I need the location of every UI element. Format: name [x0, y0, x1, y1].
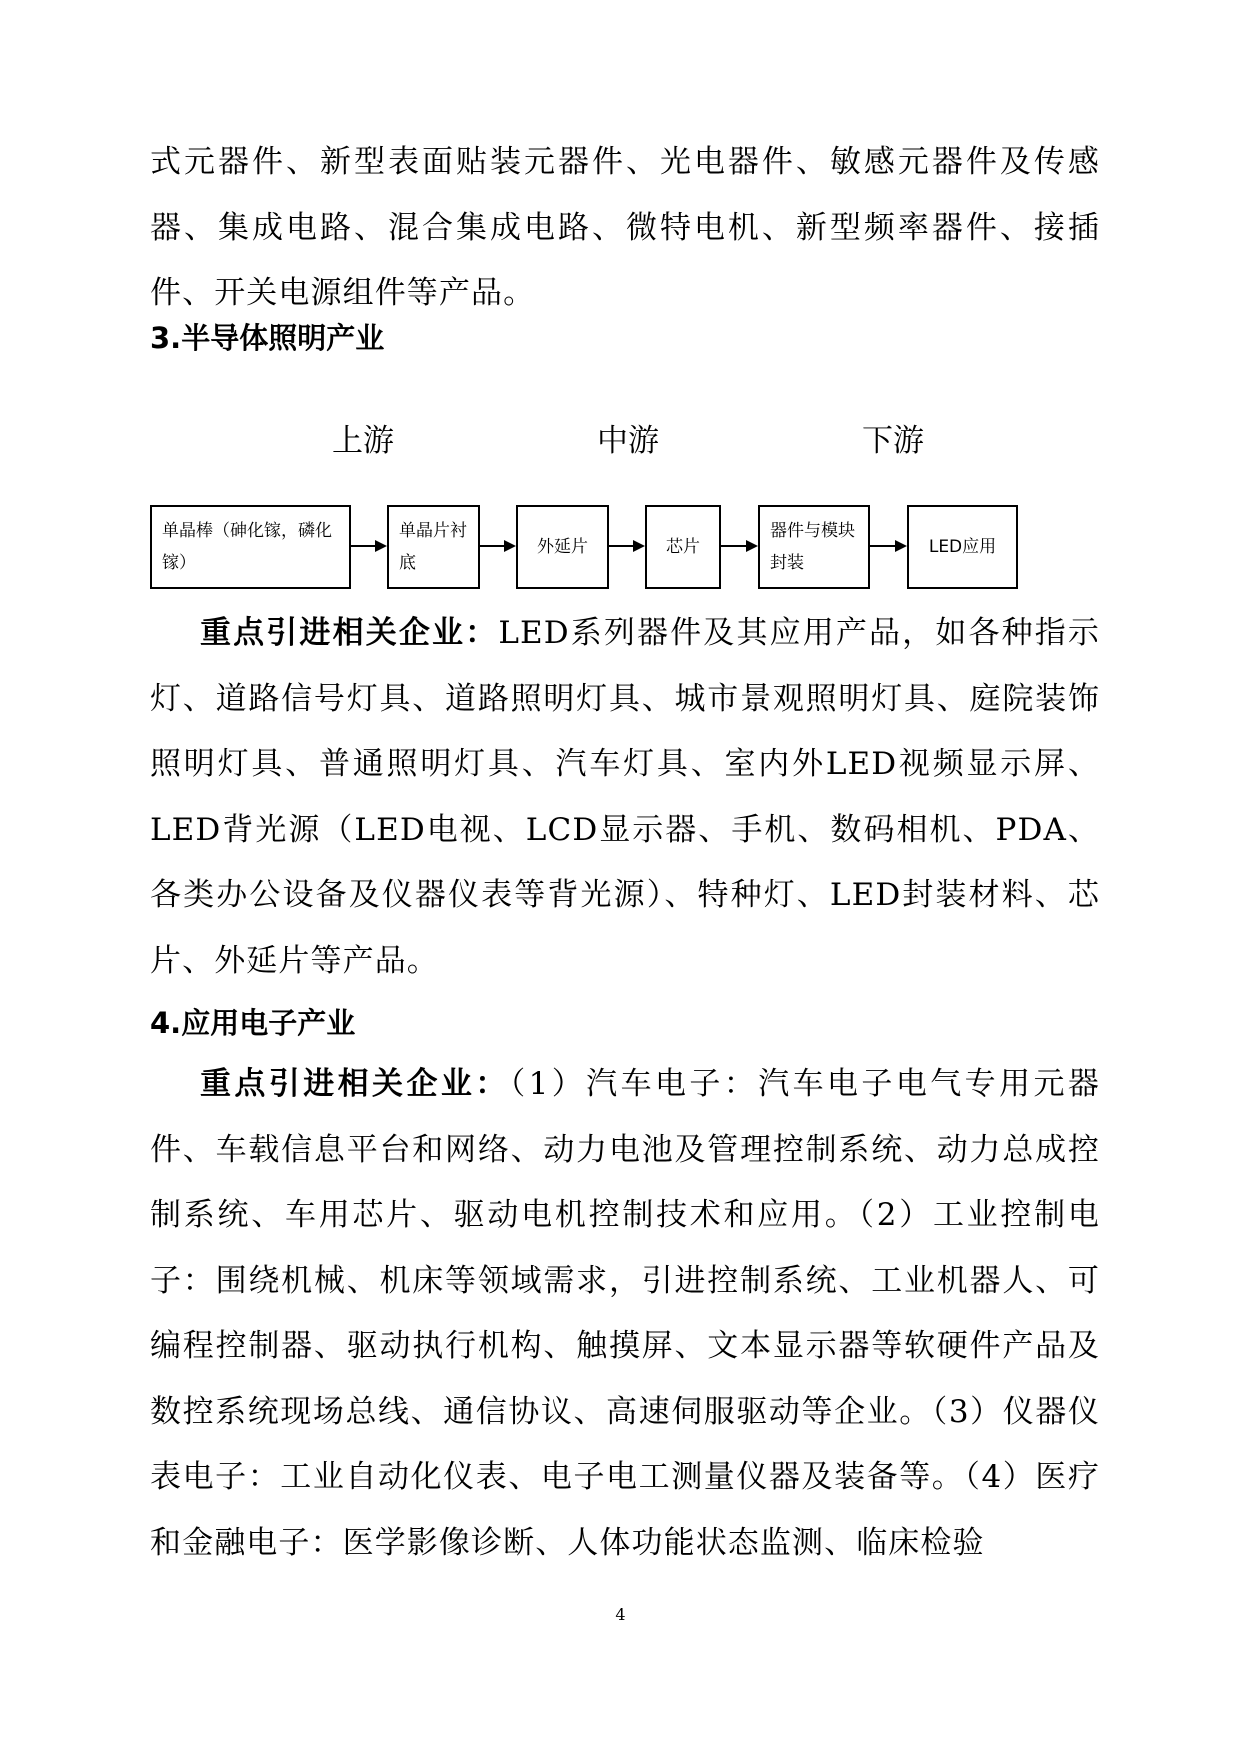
flow-arrow [351, 540, 387, 552]
flow-box-label: LED应用 [928, 537, 997, 557]
flow-box-device-module-packaging [758, 505, 870, 589]
flow-box-label: 芯片 [666, 537, 700, 557]
flow-arrow [480, 540, 516, 552]
flow-box-label: 外延片 [537, 537, 588, 557]
stage-label-downstream: 下游 [862, 423, 924, 459]
paragraph-body: LED系列器件及其应用产品，如各种指示灯、道路信号灯具、道路照明灯具、城市景观照明灯具、庭院装饰照明灯具、普通照明灯具、汽车灯具、室内外LED视频显示屏、LED背光源（LED电视、LCD显示器、手机、数码相机、PDA、各类办公设备及仪器仪表等背光源）、特种灯、LED封装材料、芯片、外延片等产品。 [150, 615, 1101, 979]
paragraph-body: （1）汽车电子：汽车电子电气专用元器件、车载信息平台和网络、动力电池及管理控制系统、动力总成控制系统、车用芯片、驱动电机控制技术和应用。（2）工业控制电子：围绕机械、机床等领域需求，引进控制系统、工业机器人、可编程控制器、驱动执行机构、触摸屏、文本显示器等软硬件产品及数控系统现场总线、通信协议、高速伺服驱动等企业。（3）仪器仪表电子：工业自动化仪表、电子电工测量仪器及装备等。（4）医疗和金融电子：医学影像诊断、人体功能状态监测、临床检验 [150, 1066, 1100, 1561]
stage-label-upstream: 上游 [332, 423, 394, 459]
page-number: 4 [615, 1605, 626, 1624]
flow-box-label: 单晶片衬底 [399, 521, 467, 573]
section-heading-applied-electronics: 4.应用电子产业 [150, 1006, 356, 1040]
stage-label-midstream: 中游 [597, 423, 659, 459]
lead-label: 重点引进相关企业： [200, 1066, 510, 1102]
flow-box-single-crystal-rod [150, 505, 351, 589]
flow-box-epitaxial-wafer [516, 505, 609, 589]
paragraph-components: 式元器件、新型表面贴装元器件、光电器件、敏感元器件及传感器、集成电路、混合集成电路、微特电机、新型频率器件、接插件、开关电源组件等产品。 [150, 144, 1100, 311]
flow-box-label: 器件与模块封装 [770, 521, 855, 573]
flow-arrow [609, 540, 645, 552]
flow-box-label: 单晶棒（砷化镓，磷化镓） [162, 521, 332, 573]
flow-arrow [721, 540, 758, 552]
paragraph-applied-electronics-enterprises [150, 1052, 1100, 1576]
flow-box-led-application [907, 505, 1018, 589]
flow-box-chip [645, 505, 721, 589]
lead-label: 重点引进相关企业： [200, 615, 499, 651]
flow-box-wafer-substrate [387, 505, 480, 589]
paragraph-led-enterprises [150, 601, 1100, 994]
flow-arrow [870, 540, 907, 552]
section-heading-semiconductor-lighting: 3.半导体照明产业 [150, 321, 385, 355]
